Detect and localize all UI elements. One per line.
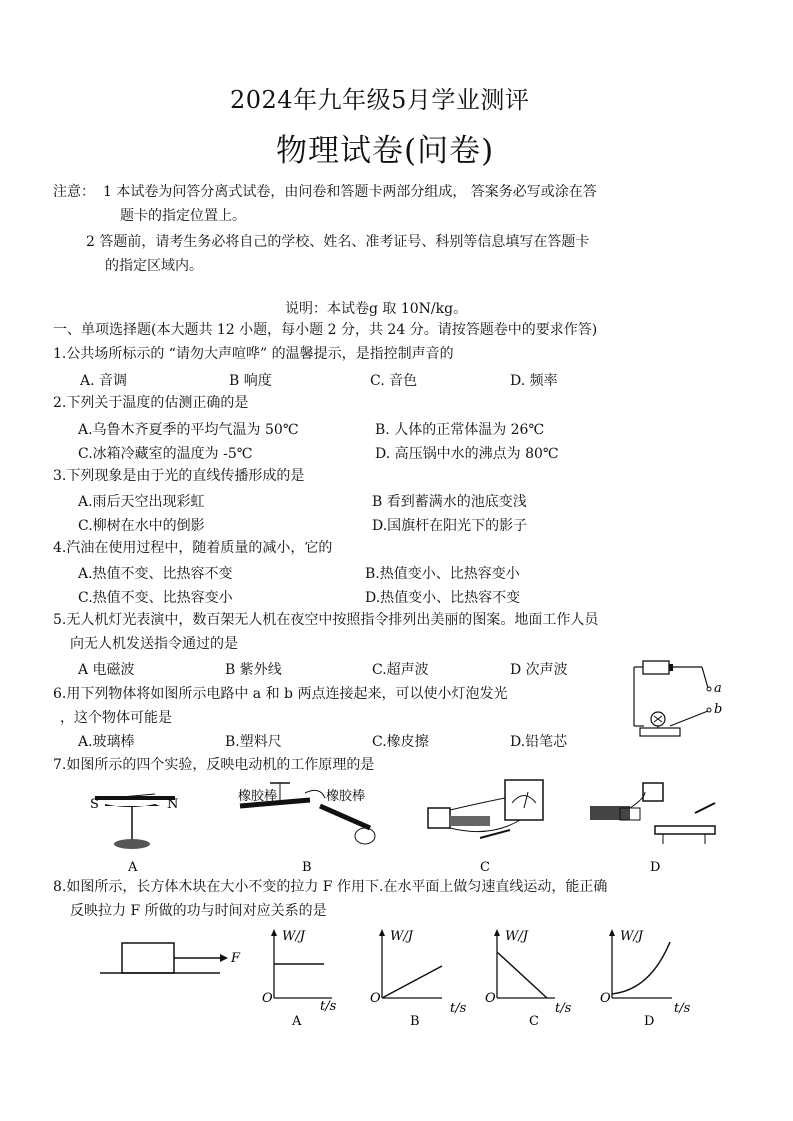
q8-label-b: B <box>410 1014 420 1029</box>
q8b-y-axis: W/J <box>390 929 413 944</box>
q8c-origin: O <box>485 991 496 1006</box>
q8-graph-a <box>262 928 347 1028</box>
q7-figure-a <box>85 778 195 873</box>
q6-option-d: D.铅笔芯 <box>510 734 568 750</box>
q5-option-a: A 电磁波 <box>78 662 135 678</box>
q3-option-a: A.雨后天空出现彩虹 <box>78 494 205 510</box>
q4-option-d: D.热值变小、比热容不变 <box>365 590 521 606</box>
question-7-stem: 7.如图所示的四个实验，反映电动机的工作原理的是 <box>53 757 375 773</box>
q3-option-b: B 看到蓄满水的池底变浅 <box>372 494 527 510</box>
q8-block-figure <box>100 940 245 985</box>
question-6-stem-line-2: ，这个物体可能是 <box>60 710 172 726</box>
exam-subtitle: 物理试卷(问卷) <box>276 133 495 169</box>
svg-text:S: S <box>90 797 99 812</box>
circuit-label-b: b <box>714 702 723 717</box>
notice-item-2-line-1: 2 答题前，请考生务必将自己的学校、姓名、准考证号、科别等信息填写在答题卡 <box>86 234 590 250</box>
svg-text:N: N <box>167 797 179 812</box>
q8d-y-axis: W/J <box>620 929 643 944</box>
q8d-x-axis: t/s <box>674 1001 691 1016</box>
q8-label-c: C <box>529 1014 539 1029</box>
q4-option-b: B.热值变小、比热容变小 <box>365 566 520 582</box>
q2-option-a: A.乌鲁木齐夏季的平均气温为 50℃ <box>78 422 299 438</box>
q7-label-d: D <box>650 860 661 875</box>
q1-option-c: C. 音色 <box>370 373 418 389</box>
explanation: 说明：本试卷g 取 10N/kg。 <box>285 301 468 317</box>
q8-label-d: D <box>644 1014 655 1029</box>
q7-figure-b <box>230 778 380 873</box>
notice-label: 注意： <box>53 184 95 200</box>
q1-option-b: B 响度 <box>229 373 272 389</box>
q8a-x-axis: t/s <box>320 999 337 1014</box>
q2-option-b: B. 人体的正常体温为 26℃ <box>375 422 545 438</box>
q1-option-d: D. 频率 <box>510 373 558 389</box>
question-1-stem: 1.公共场所标示的 “请勿大声喧哗” 的温馨提示，是指控制声音的 <box>53 346 454 362</box>
q8a-y-axis: W/J <box>282 929 305 944</box>
q4-option-a: A.热值不变、比热容不变 <box>78 566 233 582</box>
q3-option-d: D.国旗杆在阳光下的影子 <box>372 518 528 534</box>
q4-option-c: C.热值不变、比热容变小 <box>78 590 233 606</box>
q6-option-a: A.玻璃棒 <box>78 734 135 750</box>
q7-label-a: A <box>128 860 138 875</box>
notice-item-2-line-2: 的指定区域内。 <box>105 258 203 274</box>
notice-item-1-line-1: 1 本试卷为问答分离式试卷，由问卷和答题卡两部分组成， 答案务必写或涂在答 <box>103 184 597 200</box>
q2-option-d: D. 高压锅中水的沸点为 80℃ <box>375 446 559 462</box>
q1-option-a: A. 音调 <box>80 373 128 389</box>
q3-option-c: C.柳树在水中的倒影 <box>78 518 205 534</box>
question-5-stem-line-2: 向无人机发送指令通过的是 <box>70 636 238 652</box>
exam-title: 2024年九年级5月学业测评 <box>230 86 530 114</box>
q8d-origin: O <box>600 991 611 1006</box>
question-4-stem: 4.汽油在使用过程中，随着质量的减小，它的 <box>53 540 333 556</box>
q8-graph-d <box>600 928 691 1029</box>
section-heading: 一、单项选择题(本大题共 12 小题，每小题 2 分，共 24 分。请按答题卷中的要求作答) <box>53 322 598 338</box>
question-3-stem: 3.下列现象是由于光的直线传播形成的是 <box>53 468 305 484</box>
circuit-label-a: a <box>714 681 722 696</box>
q7-figure-d <box>585 778 725 873</box>
q6-option-c: C.橡皮擦 <box>372 734 429 750</box>
q7-b-text-2: 橡胶棒 <box>326 789 366 804</box>
question-8-stem-line-2: 反映拉力 F 所做的功与时间对应关系的是 <box>70 903 327 919</box>
q5-option-b: B 紫外线 <box>225 662 282 678</box>
question-2-stem: 2.下列关于温度的估测正确的是 <box>53 395 249 411</box>
question-5-stem-line-1: 5.无人机灯光表演中，数百架无人机在夜空中按照指令排列出美丽的图案。地面工作人员 <box>53 612 599 628</box>
q2-option-c: C.冰箱冷藏室的温度为 -5℃ <box>78 446 253 462</box>
q8a-origin: O <box>262 991 273 1006</box>
q5-option-d: D 次声波 <box>510 662 568 678</box>
q7-b-text-1: 橡胶棒 <box>238 789 278 804</box>
circuit-figure <box>630 656 723 741</box>
q8c-x-axis: t/s <box>555 1001 572 1016</box>
q8-graph-c <box>485 928 570 1028</box>
q5-option-c: C.超声波 <box>372 662 429 678</box>
question-8-stem-line-1: 8.如图所示，长方体木块在大小不变的拉力 F 作用下.在水平面上做匀速直线运动，能正确 <box>53 879 608 895</box>
q7-label-c: C <box>480 860 490 875</box>
q7-label-b: B <box>302 860 312 875</box>
q8c-y-axis: W/J <box>505 929 528 944</box>
q8-graph-b <box>370 928 467 1029</box>
q7-figure-c <box>420 778 555 873</box>
q8b-origin: O <box>370 991 381 1006</box>
q8b-x-axis: t/s <box>450 1001 467 1016</box>
notice-item-1-line-2: 题卡的指定位置上。 <box>120 208 246 224</box>
q8-label-a: A <box>292 1014 302 1029</box>
question-6-stem-line-1: 6.用下列物体将如图所示电路中 a 和 b 两点连接起来，可以使小灯泡发光 <box>53 686 508 702</box>
q6-option-b: B.塑料尺 <box>225 734 282 750</box>
q8-force-label: F <box>231 951 241 966</box>
